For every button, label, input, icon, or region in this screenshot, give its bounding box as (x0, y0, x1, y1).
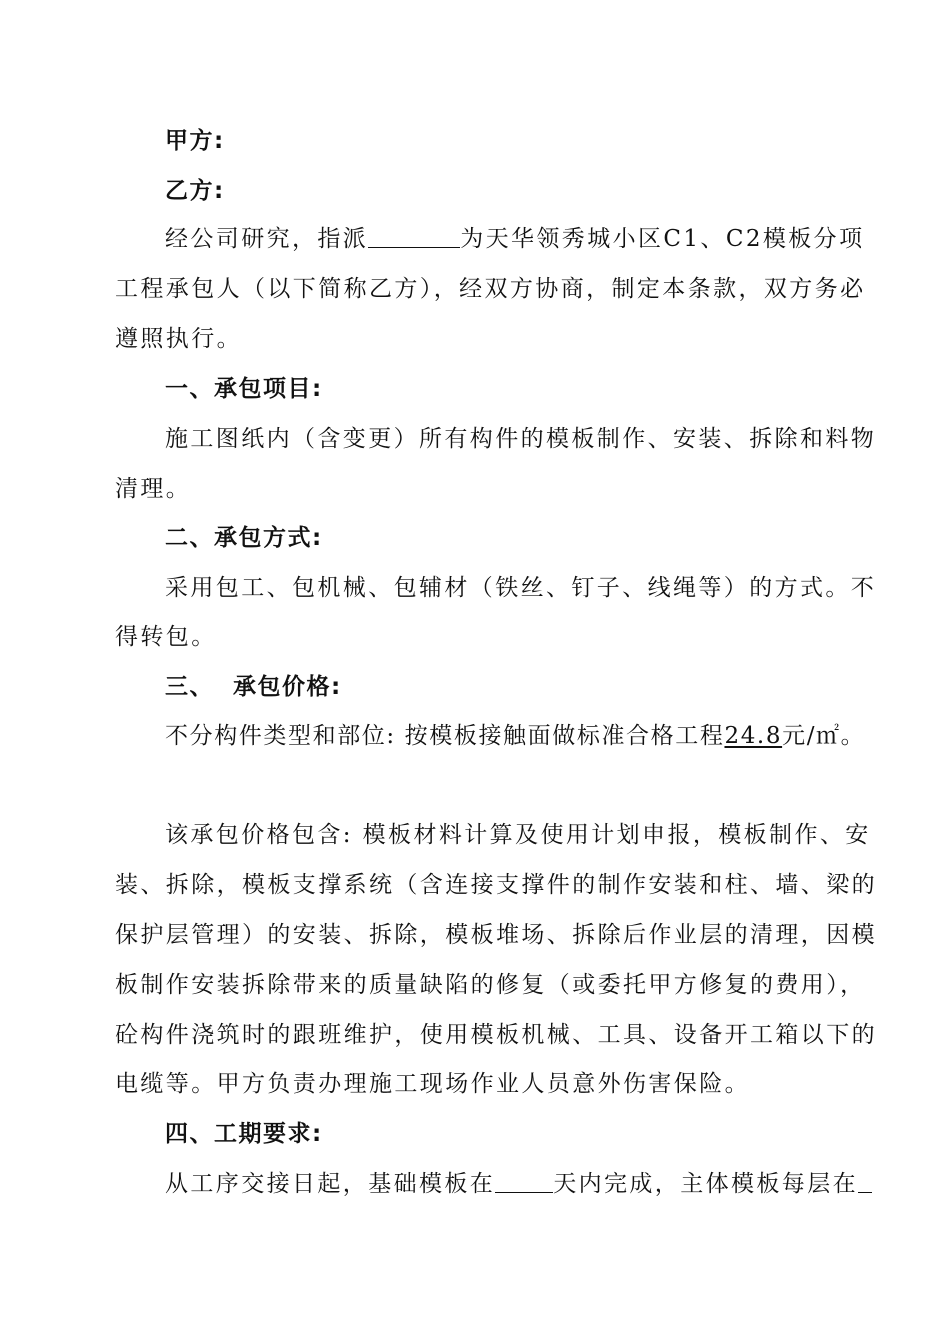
price-unit: 元/㎡。 (782, 723, 866, 749)
section-2-line-2: 得转包。 (115, 624, 217, 650)
assignee-blank (368, 225, 460, 248)
price-text: 不分构件类型和部位: 按模板接触面做标准合格工程 (165, 723, 725, 749)
price-value: 24.8 (724, 723, 783, 749)
section-1-heading: 一、承包项目: (165, 376, 323, 402)
floor-days-blank (858, 1170, 872, 1193)
section-2-line-1: 采用包工、包机械、包辅材（铁丝、钉子、线绳等）的方式。不 (165, 575, 877, 601)
party-b-label: 乙方: (165, 178, 225, 204)
section-3-para-line-5: 砼构件浇筑时的跟班维护，使用模板机械、工具、设备开工箱以下的 (115, 1022, 877, 1048)
intro-text-post: 为天华领秀城小区C1、C2模板分项 (460, 226, 865, 252)
schedule-text-mid: 天内完成，主体模板每层在 (553, 1171, 859, 1197)
party-a-label: 甲方: (165, 128, 225, 154)
section-3-para-line-4: 板制作安装拆除带来的质量缺陷的修复（或委托甲方修复的费用）， (115, 972, 866, 998)
section-3-price-line (165, 721, 865, 751)
section-3-para-line-3: 保护层管理）的安装、拆除，模板堆场、拆除后作业层的清理，因模 (115, 922, 877, 948)
section-3-para-line-1: 该承包价格包含: 模板材料计算及使用计划申报，模板制作、安 (165, 822, 871, 848)
schedule-text-pre: 从工序交接日起，基础模板在 (165, 1171, 496, 1197)
section-1-line-2: 清理。 (115, 476, 192, 502)
intro-text-pre: 经公司研究，指派 (165, 226, 369, 252)
section-3-heading: 三、 承包价格: (165, 674, 342, 700)
intro-line-2: 工程承包人（以下简称乙方），经双方协商，制定本条款，双方务必 (115, 276, 866, 302)
section-3-para-line-2: 装、拆除，模板支撑系统（含连接支撑件的制作安装和柱、墙、梁的 (115, 872, 877, 898)
section-4-line-1 (165, 1169, 872, 1199)
section-4-heading: 四、工期要求: (165, 1121, 323, 1147)
foundation-days-blank (495, 1170, 553, 1193)
intro-line-1 (165, 224, 864, 254)
section-3-para-line-6: 电缆等。甲方负责办理施工现场作业人员意外伤害保险。 (115, 1071, 750, 1097)
section-2-heading: 二、承包方式: (165, 525, 323, 551)
intro-line-3: 遵照执行。 (115, 326, 242, 352)
section-1-line-1: 施工图纸内（含变更）所有构件的模板制作、安装、拆除和料物 (165, 426, 877, 452)
